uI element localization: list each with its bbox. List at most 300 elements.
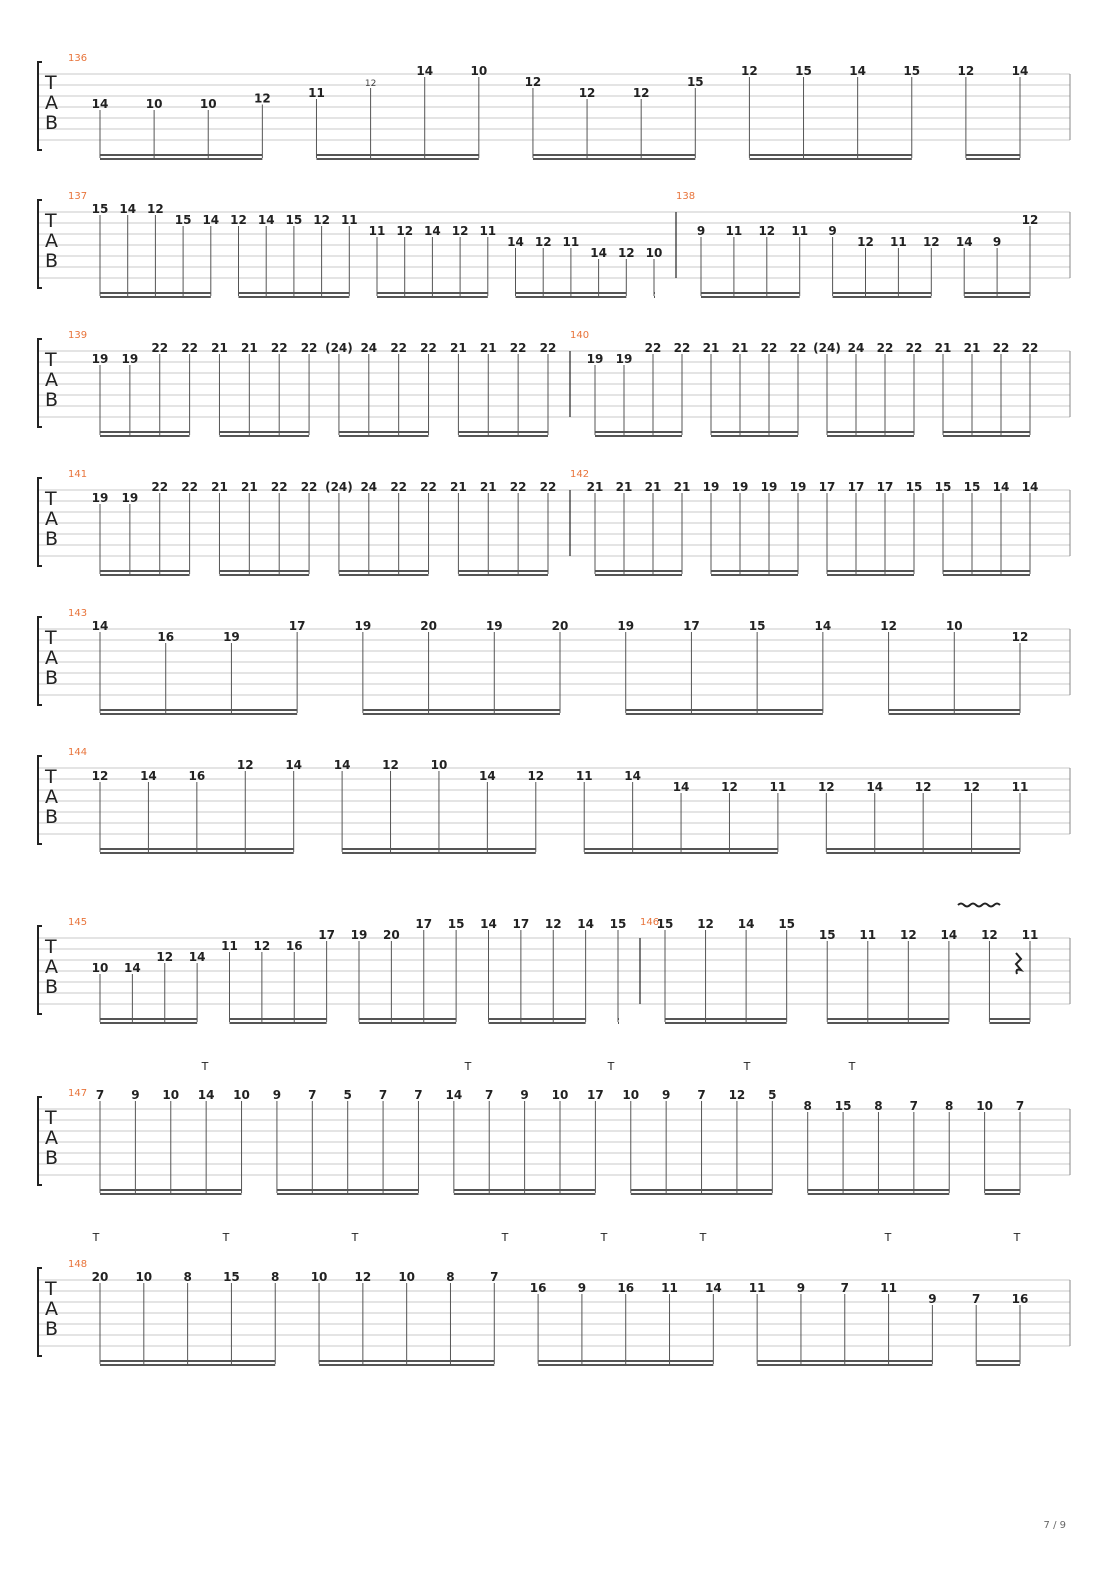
fret-number: 12 [527,769,545,783]
fret-number: 19 [586,352,604,366]
fret-number: 12 [721,780,738,794]
tab-clef-letter: T [45,936,57,958]
beam-line [584,848,778,850]
system-bracket [38,200,42,288]
fret-number: 16 [285,939,303,953]
fret-number: 15 [285,213,303,227]
fret-number: 12 [817,780,835,794]
fret-number: 21 [673,480,691,494]
tab-clef-letter: B [45,667,59,689]
fret-number: 21 [731,341,749,355]
fret-number: 15 [963,480,981,494]
fret-number: 7 [490,1270,499,1284]
fret-number: 12 [236,758,254,772]
fret-number: 17 [512,917,530,931]
beam-line [964,292,1030,294]
tab-clef-letter: B [45,250,59,272]
fret-number: 14 [257,213,275,227]
fret-number: 19 [121,491,139,505]
beam-line [626,713,823,715]
system-bracket [38,62,42,150]
fret-number: 22 [789,341,807,355]
fret-number: 11 [859,928,877,942]
beam-line [538,1360,713,1362]
beam-line [711,435,798,437]
fret-number: 19 [223,630,240,644]
fret-number: 19 [354,619,372,633]
beam-line [100,574,190,576]
fret-number: 14 [624,769,641,783]
system-bracket [38,478,42,566]
fret-number: 21 [479,341,497,355]
fret-number: 20 [420,619,437,633]
fret-number: 11 [1021,928,1039,942]
fret-number: 15 [91,202,109,216]
fret-number: 9 [577,1281,587,1295]
fret-number: 7 [697,1088,706,1102]
beam-line [827,574,914,576]
fret-number: 10 [199,97,217,111]
fret-number: 15 [174,213,192,227]
measure-number: 136 [68,53,88,64]
fret-number: 19 [702,480,720,494]
fret-number: 11 [725,224,743,238]
tab-clef-letter: T [45,1278,57,1300]
beam-line [665,1022,787,1024]
measure-number: 141 [68,469,88,480]
beam-line [538,1364,713,1366]
fret-number: 15 [778,917,796,931]
beam-line [339,574,429,576]
fret-number: 21 [963,341,981,355]
fret-number: 12 [578,86,596,100]
fret-number: 21 [450,341,467,355]
fret-number: 22 [876,341,894,355]
fret-number: 15 [447,917,465,931]
fret-number: 14 [814,619,832,633]
tap-marker: T [699,1231,707,1244]
beam-line [533,154,695,156]
fret-number: 15 [609,917,627,931]
fret-number: 10 [645,246,663,260]
beam-line [342,852,536,854]
fret-number: 8 [271,1270,280,1284]
beam-line [239,292,350,294]
fret-number: 14 [416,64,434,78]
fret-number: 12 [396,224,414,238]
fret-number: 12 [697,917,714,931]
system-bracket [38,1097,42,1185]
tab-clef-letter: A [45,1298,58,1320]
tab-clef-letter: A [45,230,58,252]
fret-number: 14 [737,917,755,931]
fret-number: 22 [1021,341,1039,355]
fret-number: 22 [270,480,288,494]
beam-line [584,852,778,854]
fret-number: 22 [181,480,198,494]
beam-line [100,1193,242,1195]
fret-number: 19 [731,480,749,494]
beam-line [989,1018,1030,1020]
beam-line [966,158,1020,160]
fret-number: 21 [211,480,228,494]
fret-number: 14 [119,202,137,216]
fret-number: 10 [430,758,448,772]
beam-line [219,435,309,437]
beam-line [631,1189,773,1191]
fret-number: 12 [857,235,874,249]
fret-number: 12 [534,235,552,249]
measure-number: 148 [68,1259,88,1270]
fret-number: 14 [188,950,206,964]
beam-line [277,1189,419,1191]
fret-number: 19 [350,928,368,942]
fret-number: 22 [300,341,318,355]
fret-number: 12 [354,1270,372,1284]
fret-number: 10 [622,1088,640,1102]
tab-clef-letter: T [45,210,57,232]
beam-line [100,1189,242,1191]
tap-marker: T [743,1060,751,1073]
beam-line [985,1189,1020,1191]
beam-line [631,1193,773,1195]
fret-number: 11 [661,1281,678,1295]
vibrato-mark [958,904,1000,907]
fret-number: 11 [221,939,238,953]
fret-number: 15 [795,64,812,78]
fret-number: 20 [551,619,569,633]
system-bracket [38,617,42,705]
tap-marker: T [848,1060,856,1073]
beam-line [665,1018,787,1020]
fret-number: 7 [414,1088,423,1102]
fret-number: 10 [135,1270,153,1284]
fret-number: 5 [343,1088,352,1102]
fret-number: 22 [539,480,557,494]
tap-marker: T [351,1231,359,1244]
fret-number: 12 [981,928,998,942]
fret-number: 17 [288,619,306,633]
fret-number: 22 [509,480,527,494]
beam-line [533,158,695,160]
system-bracket [38,756,42,844]
beam-line [654,296,655,298]
beam-line [595,431,682,433]
fret-number: 21 [702,341,720,355]
fret-number: 14 [672,780,690,794]
fret-number: 17 [587,1088,604,1102]
beam-line [943,570,1030,572]
fret-number: 22 [390,341,408,355]
fret-number: 17 [318,928,335,942]
measure-number: 139 [68,330,88,341]
fret-number: 10 [310,1270,328,1284]
beam-line [757,1364,932,1366]
beam-line [363,713,560,715]
fret-number: 7 [308,1088,317,1102]
fret-number: 22 [420,480,437,494]
beam-line [316,154,478,156]
fret-number: 12 [899,928,917,942]
fret-number: 7 [909,1099,919,1113]
tab-clef-letter: B [45,1318,59,1340]
beam-line [316,158,478,160]
fret-number: 14 [507,235,524,249]
beam-line [701,292,800,294]
beam-line [458,570,548,572]
fret-number: 15 [656,917,674,931]
page-number: 7 / 9 [1043,1520,1066,1531]
measure-number: 138 [676,191,696,202]
fret-number: 16 [1011,1292,1029,1306]
beam-line [827,431,914,433]
beam-line [277,1193,419,1195]
beam-line [976,1360,1020,1362]
beam-line [359,1022,456,1024]
fret-number: 9 [272,1088,282,1102]
fret-number: 12 [617,246,635,260]
fret-number: 14 [1021,480,1039,494]
fret-number: 22 [181,341,198,355]
tab-clef-letter: B [45,389,59,411]
beam-line [943,431,1030,433]
beam-line [100,435,190,437]
fret-number: 12 [963,780,980,794]
beam-line [100,1018,197,1020]
fret-number: 11 [562,235,580,249]
beam-line [618,1018,619,1020]
fret-number: 15 [934,480,952,494]
beam-line [319,1364,494,1366]
fret-number: 21 [211,341,228,355]
fret-number: 22 [270,341,288,355]
tab-clef-letter: A [45,369,58,391]
beam-line [100,154,262,156]
fret-number: 14 [285,758,303,772]
fret-number: 22 [390,480,408,494]
beam-line [219,570,309,572]
fret-number: 12 [230,213,247,227]
beam-line [100,431,190,433]
fret-number: 10 [162,1088,180,1102]
tab-clef-letter: B [45,806,59,828]
fret-number: 22 [151,341,169,355]
fret-number: 8 [183,1270,192,1284]
tap-marker: T [222,1231,230,1244]
fret-number: 12 [147,202,164,216]
fret-number: 7 [840,1281,849,1295]
fret-number: 16 [529,1281,547,1295]
fret-number: 21 [240,341,258,355]
fret-number: 14 [445,1088,463,1102]
tab-clef-letter: A [45,1127,58,1149]
fret-number: 22 [992,341,1010,355]
fret-number: 11 [368,224,386,238]
tap-marker: T [464,1060,472,1073]
fret-number: 19 [760,480,778,494]
fret-number: 19 [617,619,635,633]
tab-clef-letter: A [45,508,58,530]
beam-line [100,570,190,572]
fret-number: 12 [254,91,271,106]
fret-number: 20 [91,1270,109,1284]
fret-number: 19 [789,480,807,494]
fret-number: 8 [446,1270,455,1284]
beam-line [595,435,682,437]
beam-line [342,848,536,850]
fret-number: 10 [945,619,963,633]
fret-number: 21 [479,480,497,494]
fret-number: 11 [308,86,325,100]
beam-line [833,296,932,298]
fret-number: 17 [683,619,700,633]
beam-line [454,1193,596,1195]
beam-line [230,1022,327,1024]
fret-number: 15 [905,480,923,494]
fret-number: 14 [1011,64,1029,78]
measure-number: 146 [640,917,660,928]
fret-number: (24) [325,341,353,355]
tap-marker: T [607,1060,615,1073]
fret-number: 14 [202,213,220,227]
tab-clef-letter: A [45,92,58,114]
fret-number: 17 [876,480,894,494]
fret-number: 9 [992,235,1002,249]
tab-clef-letter: T [45,766,57,788]
fret-number: 22 [539,341,557,355]
beam-line [239,296,350,298]
fret-number: 9 [661,1088,671,1102]
fret-number: 7 [95,1088,105,1102]
fret-number: 7 [485,1088,494,1102]
system-bracket [38,926,42,1014]
beam-line [757,1360,932,1362]
fret-number: 17 [847,480,865,494]
beam-line [889,713,1020,715]
fret-number: 22 [151,480,169,494]
tap-marker: T [201,1060,209,1073]
fret-number: 9 [131,1088,140,1102]
fret-number: 10 [551,1088,569,1102]
fret-number: 21 [450,480,467,494]
beam-line [377,292,488,294]
fret-number: 21 [644,480,662,494]
fret-number: 14 [140,769,157,783]
beam-line [458,435,548,437]
beam-line [219,431,309,433]
tab-clef-letter: B [45,976,59,998]
fret-number: 12 [156,950,174,964]
fret-number: 9 [696,224,706,238]
beam-line [976,1364,1020,1366]
fret-number: 10 [398,1270,416,1284]
fret-number: 12 [922,235,940,249]
fret-number: 15 [686,75,704,89]
fret-number: 11 [479,224,497,238]
fret-number: 14 [424,224,441,238]
beam-line [711,431,798,433]
fret-number: 12 [758,224,776,238]
beam-line [943,574,1030,576]
beam-line [100,848,294,850]
fret-number: 15 [818,928,836,942]
fret-number: 14 [91,619,109,633]
system-bracket [38,339,42,427]
beam-line [489,1022,586,1024]
beam-line [827,435,914,437]
beam-line [595,574,682,576]
fret-number: 12 [880,619,897,633]
beam-line [339,570,429,572]
fret-number: 16 [188,769,206,783]
fret-number: 17 [415,917,433,931]
fret-number: 11 [890,235,907,249]
fret-number: 14 [333,758,351,772]
fret-number: 12 [957,64,975,78]
fret-number: 22 [644,341,662,355]
fret-number: 11 [340,213,358,227]
beam-line [826,848,1020,850]
fret-number: 10 [145,97,163,111]
fret-number: 14 [479,769,496,783]
beam-line [827,1018,949,1020]
fret-number: (24) [813,341,841,355]
beam-line [100,852,294,854]
fret-number: 8 [945,1099,954,1113]
fret-number: 17 [818,480,836,494]
fret-number: 22 [673,341,691,355]
fret-number: 15 [748,619,766,633]
fret-number: 14 [480,917,497,931]
fret-number: 9 [928,1292,937,1306]
beam-line [454,1189,596,1191]
fret-number: 14 [955,235,973,249]
beam-line [230,1018,327,1020]
beam-line [219,574,309,576]
tab-clef-letter: B [45,528,59,550]
fret-number: 12 [544,917,562,931]
fret-number: 22 [420,341,437,355]
measure-number: 137 [68,191,88,202]
beam-line [711,574,798,576]
fret-number: 14 [124,961,141,975]
fret-number: 11 [791,224,809,238]
measure-number: 147 [68,1088,88,1099]
measure-number: 145 [68,917,88,928]
fret-number: 21 [615,480,633,494]
fret-number: 14 [91,97,109,111]
fret-number: 9 [520,1088,529,1102]
fret-number: 12 [914,780,932,794]
tab-clef-letter: A [45,786,58,808]
fret-number: 5 [768,1088,777,1102]
beam-line [339,431,429,433]
fret-number: 10 [470,64,488,78]
fret-number: 15 [834,1099,852,1113]
measure-number: 144 [68,747,88,758]
fret-number: 22 [300,480,318,494]
beam-line [985,1193,1020,1195]
fret-number: 21 [934,341,952,355]
beam-line [827,570,914,572]
beam-line [100,296,211,298]
fret-number: 24 [847,341,865,355]
fret-number: 10 [976,1099,993,1113]
fret-number: 19 [91,491,109,505]
beam-line [826,852,1020,854]
fret-number: 12 [253,939,271,953]
tap-marker: T [1013,1231,1021,1244]
